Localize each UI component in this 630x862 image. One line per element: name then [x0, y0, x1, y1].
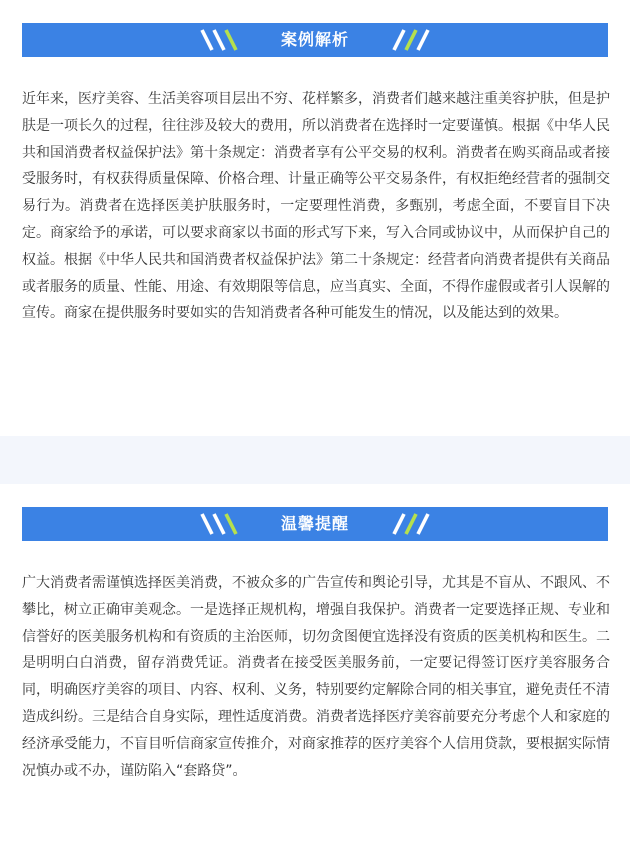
section-title: 案例解析	[280, 30, 349, 49]
section-paragraph: 广大消费者需谨慎选择医美消费，不被众多的广告宣传和舆论引导，尤其是不盲从、不跟风、不攀比，树立正确审美观念。一是选择正规机构，增强自我保护。消费者一定要选择正规、专业和信誉好的医美服务机构和有资质的主治医师，切勿贪图便宜选择没有资质的医美机构和医生。二是明明白白消费，留存消费凭证。消费者在接受医美服务前，一定要记得签订医疗美容服务合同，明确医疗美容的项目、内容、权利、义务，特别要约定解除合同的相关事宜，避免责任不清造成纠纷。三是结合自身实际，理性适度消费。消费者选择医疗美容前要充分考虑个人和家庭的经济承受能力，不盲目听信商家宣传推介，对商家推荐的医疗美容个人信用贷款，要根据实际情况慎办或不办，谨防陷入“套路贷”。	[22, 575, 610, 779]
section-header-banner	[22, 507, 608, 541]
section-divider	[0, 436, 630, 484]
section-paragraph: 近年来，医疗美容、生活美容项目层出不穷、花样繁多，消费者们越来越注重美容护肤，但是护肤是一项长久的过程，往往涉及较大的费用，所以消费者在选择时一定要谨慎。根据《中华人民共和国消费者权益保护法》第十条规定：消费者享有公平交易的权利。消费者在购买商品或者接受服务时，有权获得质量保障、价格合理、计量正确等公平交易条件，有权拒绝经营者的强制交易行为。消费者在选择医美护肤服务时，一定要理性消费，多甄别，考虑全面，不要盲目下决定。商家给予的承诺，可以要求商家以书面的形式写下来，写入合同或协议中，从而保护自己的权益。根据《中华人民共和国消费者权益保护法》第二十条规定：经营者向消费者提供有关商品或者服务的质量、性能、用途、有效期限等信息，应当真实、全面，不得作虚假或者引人误解的宣传。商家在提供服务时要如实的告知消费者各种可能发生的情况，以及能达到的效果。	[22, 91, 610, 322]
section-title: 温馨提醒	[280, 514, 349, 533]
triple-slash-right-icon	[380, 28, 430, 52]
section-header-banner	[22, 23, 608, 57]
warm-reminder-section	[0, 484, 630, 862]
triple-slash-right-icon	[380, 512, 430, 536]
